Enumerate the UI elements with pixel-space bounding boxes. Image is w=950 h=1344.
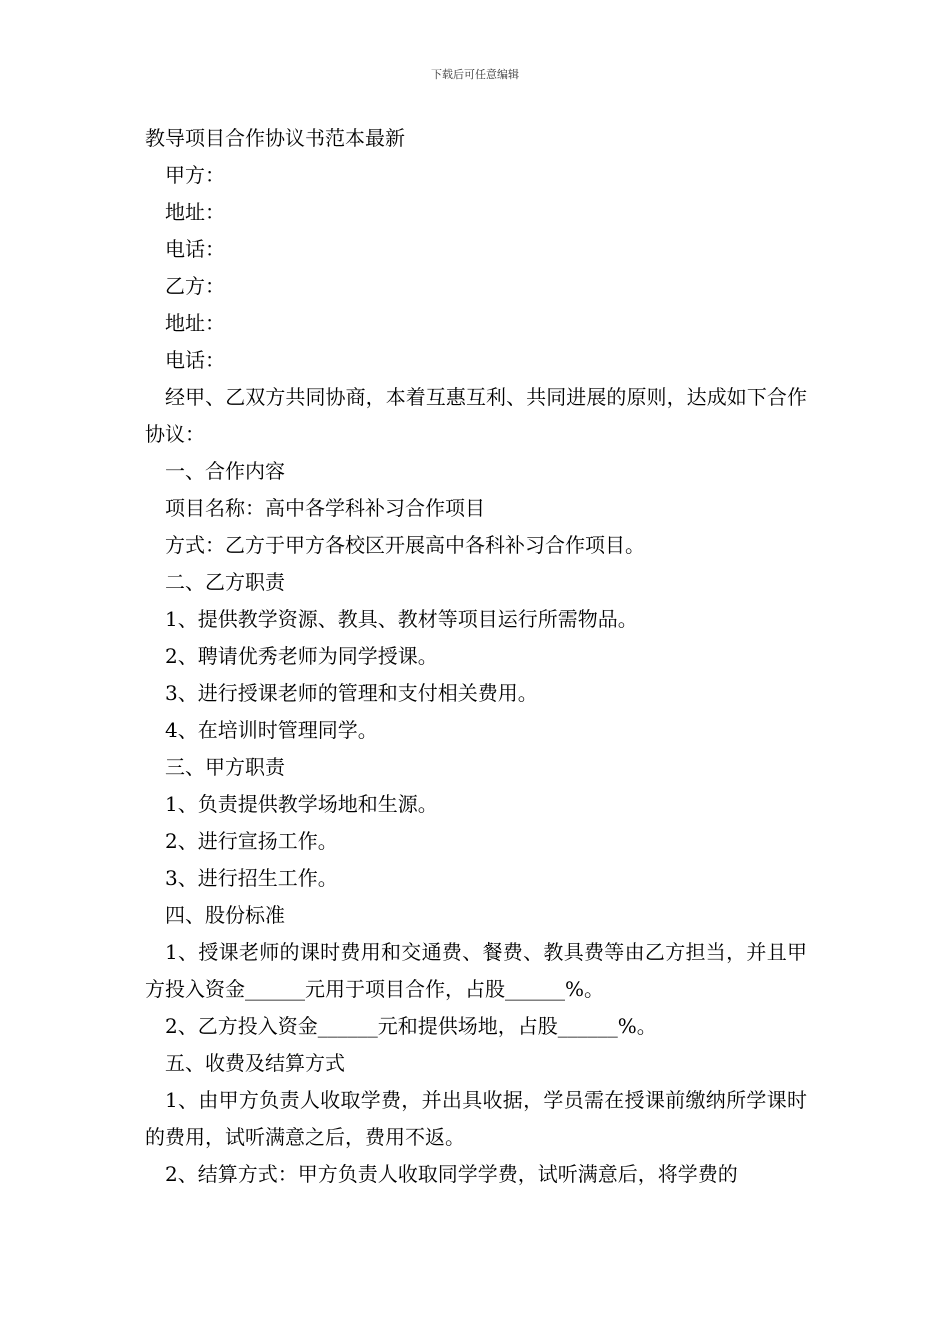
party-b-duty-item: 3、进行授课老师的管理和支付相关费用。: [165, 681, 538, 705]
party-b-duty-item: 2、聘请优秀老师为同学授课。: [165, 644, 438, 668]
section-heading-fees: 五、收费及结算方式: [165, 1051, 345, 1075]
shares-item: 1、授课老师的课时费用和交通费、餐费、教具费等由乙方担当，并且甲方投入资金______元用于项目合作，占股______%。: [145, 940, 807, 1001]
party-b-duty-item: 1、提供教学资源、教具、教材等项目运行所需物品。: [165, 607, 638, 631]
shares-item: 2、乙方投入资金______元和提供场地，占股______%。: [165, 1014, 657, 1038]
fees-item: 1、由甲方负责人收取学费，并出具收据，学员需在授课前缴纳所学课时的费用，试听满意之后，费用不返。: [145, 1088, 807, 1149]
party-a-label: 甲方：: [165, 163, 225, 187]
party-b-label: 乙方：: [165, 274, 225, 298]
project-name-line: 项目名称：高中各学科补习合作项目: [165, 496, 485, 520]
document-body: [145, 120, 807, 1193]
party-a-phone-label: 电话：: [165, 237, 225, 261]
section-heading-cooperation: 一、合作内容: [165, 459, 285, 483]
party-a-address-label: 地址：: [165, 200, 225, 224]
party-b-phone-label: 电话：: [165, 348, 225, 372]
fees-item: 2、结算方式：甲方负责人收取同学学费，试听满意后，将学费的: [165, 1162, 738, 1186]
party-b-duty-item: 4、在培训时管理同学。: [165, 718, 378, 742]
party-b-address-label: 地址：: [165, 311, 225, 335]
party-a-duty-item: 3、进行招生工作。: [165, 866, 338, 890]
project-method-line: 方式：乙方于甲方各校区开展高中各科补习合作项目。: [165, 533, 645, 557]
section-heading-party-b-duties: 二、乙方职责: [165, 570, 285, 594]
page-header-note: 下载后可任意编辑: [431, 68, 519, 81]
agreement-preamble: 经甲、乙双方共同协商，本着互惠互利、共同进展的原则，达成如下合作协议：: [145, 385, 807, 446]
section-heading-shares: 四、股份标准: [165, 903, 285, 927]
section-heading-party-a-duties: 三、甲方职责: [165, 755, 285, 779]
party-a-duty-item: 2、进行宣扬工作。: [165, 829, 338, 853]
document-title: 教导项目合作协议书范本最新: [145, 126, 405, 150]
party-a-duty-item: 1、负责提供教学场地和生源。: [165, 792, 438, 816]
